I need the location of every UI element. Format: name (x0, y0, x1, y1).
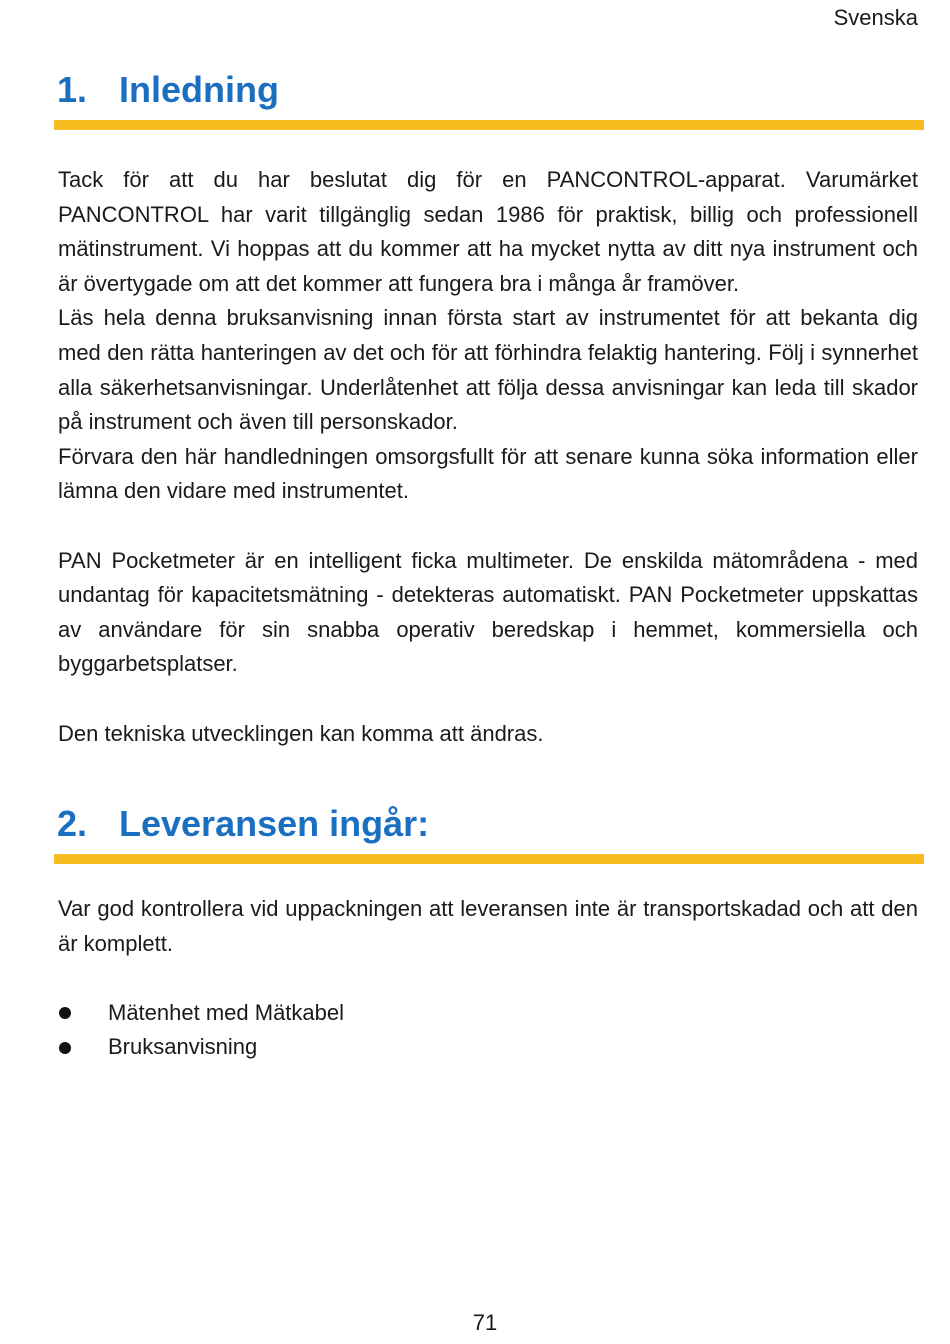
paragraph: Förvara den här handledningen omsorgsfullt för att senare kunna söka information eller lämna den vidare med instrumentet. (58, 443, 918, 504)
paragraph: PAN Pocketmeter är en intelligent ficka multimeter. De enskilda mätområdena - med undantag för kapacitetsmätning - detekteras automatiskt. PAN Pocketmeter uppskattas av användare för sin snabba operativ beredskap i hemmet, kommersiella och byggarbetsplatser. (58, 547, 918, 677)
bullet-icon (59, 1042, 71, 1054)
bullet-icon (59, 1007, 71, 1019)
section-introduction (54, 66, 924, 751)
language-label: Svenska (833, 5, 918, 30)
section-heading (54, 66, 924, 114)
paragraph-spacer (58, 509, 918, 544)
heading-divider (54, 854, 924, 864)
paragraph: Den tekniska utvecklingen kan komma att ändras. (58, 720, 544, 746)
paragraph: Var god kontrollera vid uppackningen att leveransen inte är transportskadad och att den är komplett. (58, 896, 918, 956)
paragraph-spacer (58, 682, 918, 717)
page-number: 71 (472, 1310, 498, 1335)
section-body (58, 163, 918, 751)
section-body (58, 892, 918, 961)
section-number: 1. (57, 69, 88, 110)
section-title: Inledning (119, 69, 279, 110)
heading-divider (54, 120, 924, 130)
section-heading (54, 800, 924, 848)
list-item-label: Bruksanvisning (108, 1034, 258, 1060)
paragraph: Läs hela denna bruksanvisning innan första start av instrumentet för att bekanta dig med den rätta hanteringen av det och för att förhindra felaktig hantering. Följ i synnerhet alla säkerhetsanvisningar. Underlåtenhet att följa dessa anvisningar kan leda till skador på instrument och även till personskador. (58, 305, 918, 435)
list-item (58, 1030, 924, 1065)
section-number: 2. (57, 803, 88, 844)
paragraph: Tack för att du har beslutat dig för en PANCONTROL-apparat. Varumärket PANCONTROL har varit tillgänglig sedan 1986 för praktisk, billig och professionell mätinstrument. Vi hoppas att du kommer att ha mycket nytta av ditt nya instrument och är övertygade om att det kommer att fungera bra i många år framöver. (58, 167, 918, 296)
section-delivery-contents (54, 800, 924, 1065)
delivery-list (58, 996, 924, 1065)
list-item-label: Mätenhet med Mätkabel (108, 999, 345, 1025)
list-item (58, 996, 924, 1031)
section-title: Leveransen ingår: (119, 803, 430, 844)
